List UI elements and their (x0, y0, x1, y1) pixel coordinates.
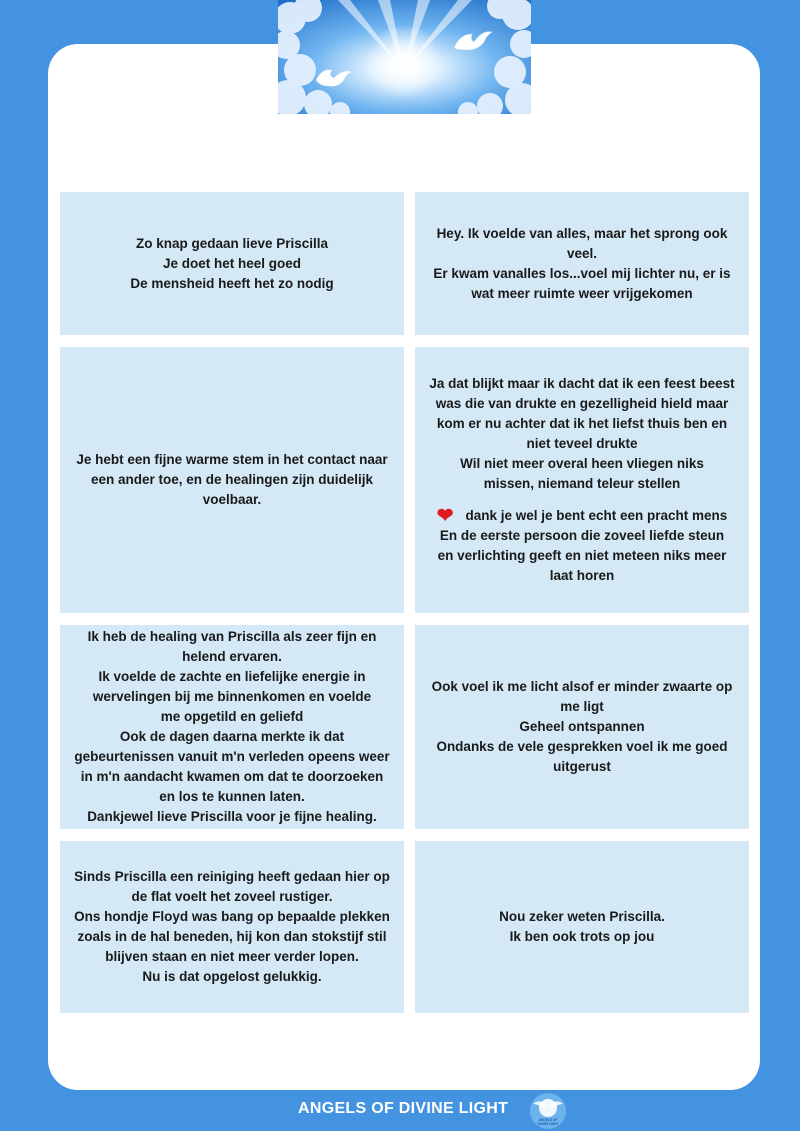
testimonial-text: Ook de dagen daarna merkte ik dat gebeurtenissen vanuit m'n verleden opeens weer in m'n aandacht kwamen om dat te doorzoeken en los te kunnen laten. (74, 729, 390, 804)
testimonial-text: Ons hondje Floyd was bang op bepaalde plekken zoals in de hal beneden, hij kon dan stokstijf stil blijven staan en niet meer verder lopen. (74, 909, 390, 964)
testimonial-box-6 (415, 625, 749, 829)
footer (0, 1090, 800, 1131)
doves-in-clouds-icon (278, 0, 531, 114)
brand-title: ANGELS OF DIVINE LIGHT (298, 1100, 509, 1117)
header-image (278, 0, 531, 114)
testimonial-text: dank je wel je bent echt een pracht mens (465, 508, 728, 523)
testimonial-text: Wil niet meer overal heen vliegen niks missen, niemand teleur stellen (460, 456, 704, 491)
testimonial-heart-line (437, 506, 728, 526)
testimonial-box-8 (415, 841, 749, 1013)
angel-logo-icon (529, 1092, 567, 1130)
testimonial-box-1 (60, 192, 404, 335)
testimonial-text: En de eerste persoon die zoveel liefde steun en verlichting geeft en niet meteen niks meer laat horen (437, 528, 727, 583)
testimonial-text: Er kwam vanalles los...voel mij lichter nu, er is wat meer ruimte weer vrijgekomen (433, 265, 731, 301)
testimonial-text: Ook voel ik me licht alsof er minder zwaarte op me ligt (431, 679, 733, 714)
testimonial-text: Ik heb de healing van Priscilla als zeer fijn en helend ervaren. (87, 629, 377, 664)
testimonial-text: Nu is dat opgelost gelukkig. (142, 969, 322, 984)
testimonial-text: Hey. Ik voelde van alles, maar het sprong ook veel. (436, 225, 728, 261)
testimonial-text: Nou zeker weten Priscilla. (499, 909, 665, 924)
testimonial-text: Ondanks de vele gesprekken voel ik me goed uitgerust (436, 739, 728, 774)
logo-text-line-2: DIVINE LIGHT (537, 1122, 559, 1126)
testimonial-box-5 (60, 625, 404, 829)
testimonial-text: Ik ben ook trots op jou (509, 929, 655, 944)
testimonial-box-7 (60, 841, 404, 1013)
testimonial-text: Je doet het heel goed (162, 255, 302, 271)
testimonial-text: Geheel ontspannen (519, 719, 645, 734)
testimonial-text: Sinds Priscilla een reiniging heeft gedaan hier op de flat voelt het zoveel rustiger. (74, 869, 390, 904)
testimonial-text: Dankjewel lieve Priscilla voor je fijne healing. (87, 809, 377, 824)
testimonial-box-3 (60, 347, 404, 613)
heart-icon: ❤ (436, 505, 454, 527)
testimonial-text: Zo knap gedaan lieve Priscilla (135, 235, 329, 251)
logo-text-line-1: ANGELS OF (538, 1118, 558, 1122)
testimonial-text: Ja dat blijkt maar ik dacht dat ik een feest beest was die van drukte en gezelligheid hield maar kom er nu achter dat ik het liefst thuis ben en niet teveel drukte (429, 376, 735, 451)
testimonial-text: Ik voelde de zachte en liefelijke energie in wervelingen bij me binnenkomen en voelde me opgetild en geliefd (92, 669, 372, 724)
testimonial-box-2 (415, 192, 749, 335)
testimonial-text: Je hebt een fijne warme stem in het contact naar een ander toe, en de healingen zijn duidelijk voelbaar. (76, 452, 388, 507)
testimonial-text: De mensheid heeft het zo nodig (130, 275, 334, 291)
testimonial-box-4 (415, 347, 749, 613)
